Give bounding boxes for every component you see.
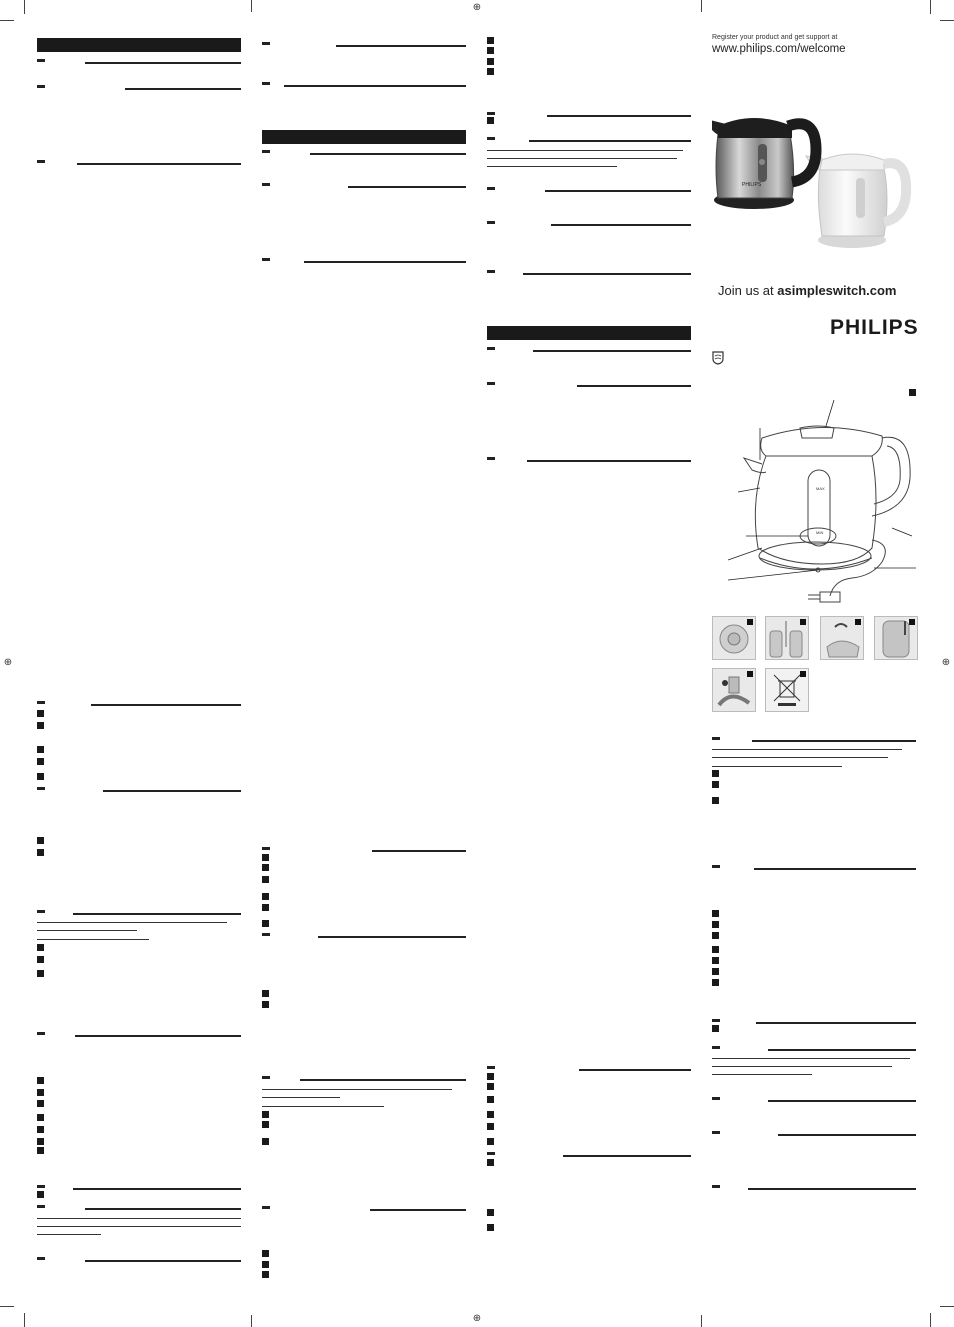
brand-logo: PHILIPS <box>830 316 919 339</box>
heading <box>262 80 466 88</box>
step-number <box>37 1114 44 1121</box>
crop-mark-tl-h <box>0 20 14 21</box>
fold-mark <box>701 1315 702 1327</box>
heading <box>712 1129 916 1137</box>
step-number <box>262 1001 269 1008</box>
heading <box>262 181 466 189</box>
step-number <box>487 1123 494 1130</box>
step-number <box>37 746 44 753</box>
step-number <box>487 1083 494 1090</box>
heading <box>487 268 691 276</box>
heading <box>712 1044 916 1052</box>
step-number <box>712 770 719 777</box>
step-number <box>37 1077 44 1084</box>
step-number <box>262 920 269 927</box>
crop-mark-br-v <box>930 1313 931 1327</box>
step-number <box>712 968 719 975</box>
heading <box>37 908 241 916</box>
step-number <box>487 47 494 54</box>
step-illustration <box>712 668 756 712</box>
step-number <box>262 1111 269 1118</box>
step-number <box>37 1126 44 1133</box>
step-number <box>37 1147 44 1154</box>
crop-mark-bl-v <box>24 1313 25 1327</box>
column-2 <box>262 0 466 1327</box>
svg-text:PHILIPS: PHILIPS <box>742 182 762 188</box>
max-label: MAX <box>816 486 825 491</box>
step-number <box>262 990 269 997</box>
heading <box>487 185 691 193</box>
text-rule <box>262 1106 384 1107</box>
step-number <box>712 932 719 939</box>
step-number <box>712 979 719 986</box>
step-number <box>37 956 44 963</box>
text-rule <box>712 757 888 758</box>
step-number <box>487 1096 494 1103</box>
heading <box>487 1064 691 1072</box>
section-title-bar <box>487 326 691 340</box>
fold-mark <box>701 0 702 12</box>
step-number <box>262 876 269 883</box>
column-1 <box>37 0 241 1327</box>
step-number <box>37 970 44 977</box>
step-number <box>487 117 494 124</box>
crop-mark-tr-v <box>930 0 931 14</box>
text-rule <box>712 749 902 750</box>
crop-mark-tr-h <box>940 20 954 21</box>
join-site: asimpleswitch.com <box>777 283 897 298</box>
step-number <box>487 68 494 75</box>
product-photo <box>712 98 916 278</box>
figure-number <box>909 389 916 396</box>
step-number <box>37 1089 44 1096</box>
shield-icon <box>712 351 724 365</box>
step-number <box>712 797 719 804</box>
heading <box>487 1150 691 1158</box>
fold-mark <box>251 0 252 12</box>
steel-kettle <box>712 118 816 209</box>
heading <box>712 1183 916 1191</box>
text-rule <box>712 1074 812 1075</box>
callout-line <box>728 548 762 560</box>
heading <box>37 1030 241 1038</box>
heading <box>487 455 691 463</box>
heading <box>262 845 466 853</box>
step-number <box>712 957 719 964</box>
kettle-diagram <box>722 398 916 612</box>
step-number <box>487 1073 494 1080</box>
min-label: MIN <box>816 530 824 535</box>
registration-icon: ⊕ <box>472 2 482 13</box>
cover-column <box>712 0 919 1327</box>
heading <box>487 110 691 118</box>
step-number <box>262 864 269 871</box>
step-number <box>262 854 269 861</box>
text-rule <box>262 1089 452 1090</box>
text-rule <box>712 766 842 767</box>
join-us-line[interactable] <box>718 283 896 298</box>
join-prefix: Join us at <box>718 283 778 298</box>
step-number <box>37 722 44 729</box>
text-rule <box>487 158 677 159</box>
crop-mark-tl-v <box>24 0 25 14</box>
step-number <box>487 1209 494 1216</box>
crop-mark-bl-h <box>0 1306 14 1307</box>
step-number <box>37 944 44 951</box>
text-rule <box>712 1066 892 1067</box>
heading <box>487 345 691 353</box>
section-title-bar <box>37 38 241 52</box>
step-number <box>262 1271 269 1278</box>
step-number <box>487 58 494 65</box>
step-number <box>37 773 44 780</box>
callout-line <box>826 400 834 426</box>
step-number <box>487 37 494 44</box>
step-number <box>712 910 719 917</box>
step-number <box>262 904 269 911</box>
registration-icon: ⊕ <box>472 1313 482 1324</box>
heading <box>262 1204 466 1212</box>
white-kettle <box>806 154 906 248</box>
text-rule <box>37 1234 101 1235</box>
step-number <box>262 1121 269 1128</box>
heading <box>262 1074 466 1082</box>
heading <box>37 1255 241 1263</box>
step-number <box>712 946 719 953</box>
heading <box>37 699 241 707</box>
heading <box>712 1017 916 1025</box>
heading <box>37 158 241 166</box>
heading <box>37 57 241 65</box>
registration-icon: ⊕ <box>3 657 13 668</box>
text-rule <box>487 150 683 151</box>
section-title-bar <box>262 130 466 144</box>
text-rule <box>37 939 149 940</box>
step-number <box>37 1191 44 1198</box>
step-number <box>262 893 269 900</box>
step-number <box>487 1111 494 1118</box>
heading <box>37 83 241 91</box>
step-illustration <box>874 616 918 660</box>
text-rule <box>712 1058 910 1059</box>
heading <box>37 1203 241 1211</box>
column-3 <box>487 0 691 1327</box>
step-number <box>487 1159 494 1166</box>
step-illustration <box>765 616 809 660</box>
step-number <box>37 758 44 765</box>
heading <box>487 380 691 388</box>
text-rule <box>37 1218 241 1219</box>
heading <box>37 785 241 793</box>
crop-mark-br-h <box>940 1306 954 1307</box>
step-number <box>712 1025 719 1032</box>
text-rule <box>487 166 617 167</box>
step-number <box>37 710 44 717</box>
step-number <box>712 781 719 788</box>
weee-bin-icon <box>765 668 809 712</box>
heading <box>262 256 466 264</box>
step-number <box>262 1261 269 1268</box>
heading <box>37 1183 241 1191</box>
step-illustration <box>712 616 756 660</box>
step-number <box>37 849 44 856</box>
step-number <box>37 837 44 844</box>
registration-icon: ⊕ <box>941 657 951 668</box>
step-illustration <box>820 616 864 660</box>
callout-line <box>728 570 818 580</box>
step-number <box>487 1138 494 1145</box>
register-line: Register your product and get support at <box>712 34 838 41</box>
callout-line <box>892 528 912 536</box>
heading <box>487 135 691 143</box>
text-rule <box>262 1097 340 1098</box>
heading <box>262 931 466 939</box>
heading <box>712 863 916 871</box>
step-number <box>262 1250 269 1257</box>
fold-mark <box>251 1315 252 1327</box>
heading <box>712 735 916 743</box>
step-number <box>712 921 719 928</box>
step-number <box>37 1138 44 1145</box>
step-number <box>262 1138 269 1145</box>
step-number <box>487 1224 494 1231</box>
text-rule <box>37 930 137 931</box>
support-url[interactable]: www.philips.com/welcome <box>712 43 846 55</box>
heading <box>262 148 466 156</box>
text-rule <box>37 922 227 923</box>
heading <box>262 40 466 48</box>
text-rule <box>37 1226 241 1227</box>
heading <box>487 219 691 227</box>
step-number <box>37 1100 44 1107</box>
heading <box>712 1095 916 1103</box>
